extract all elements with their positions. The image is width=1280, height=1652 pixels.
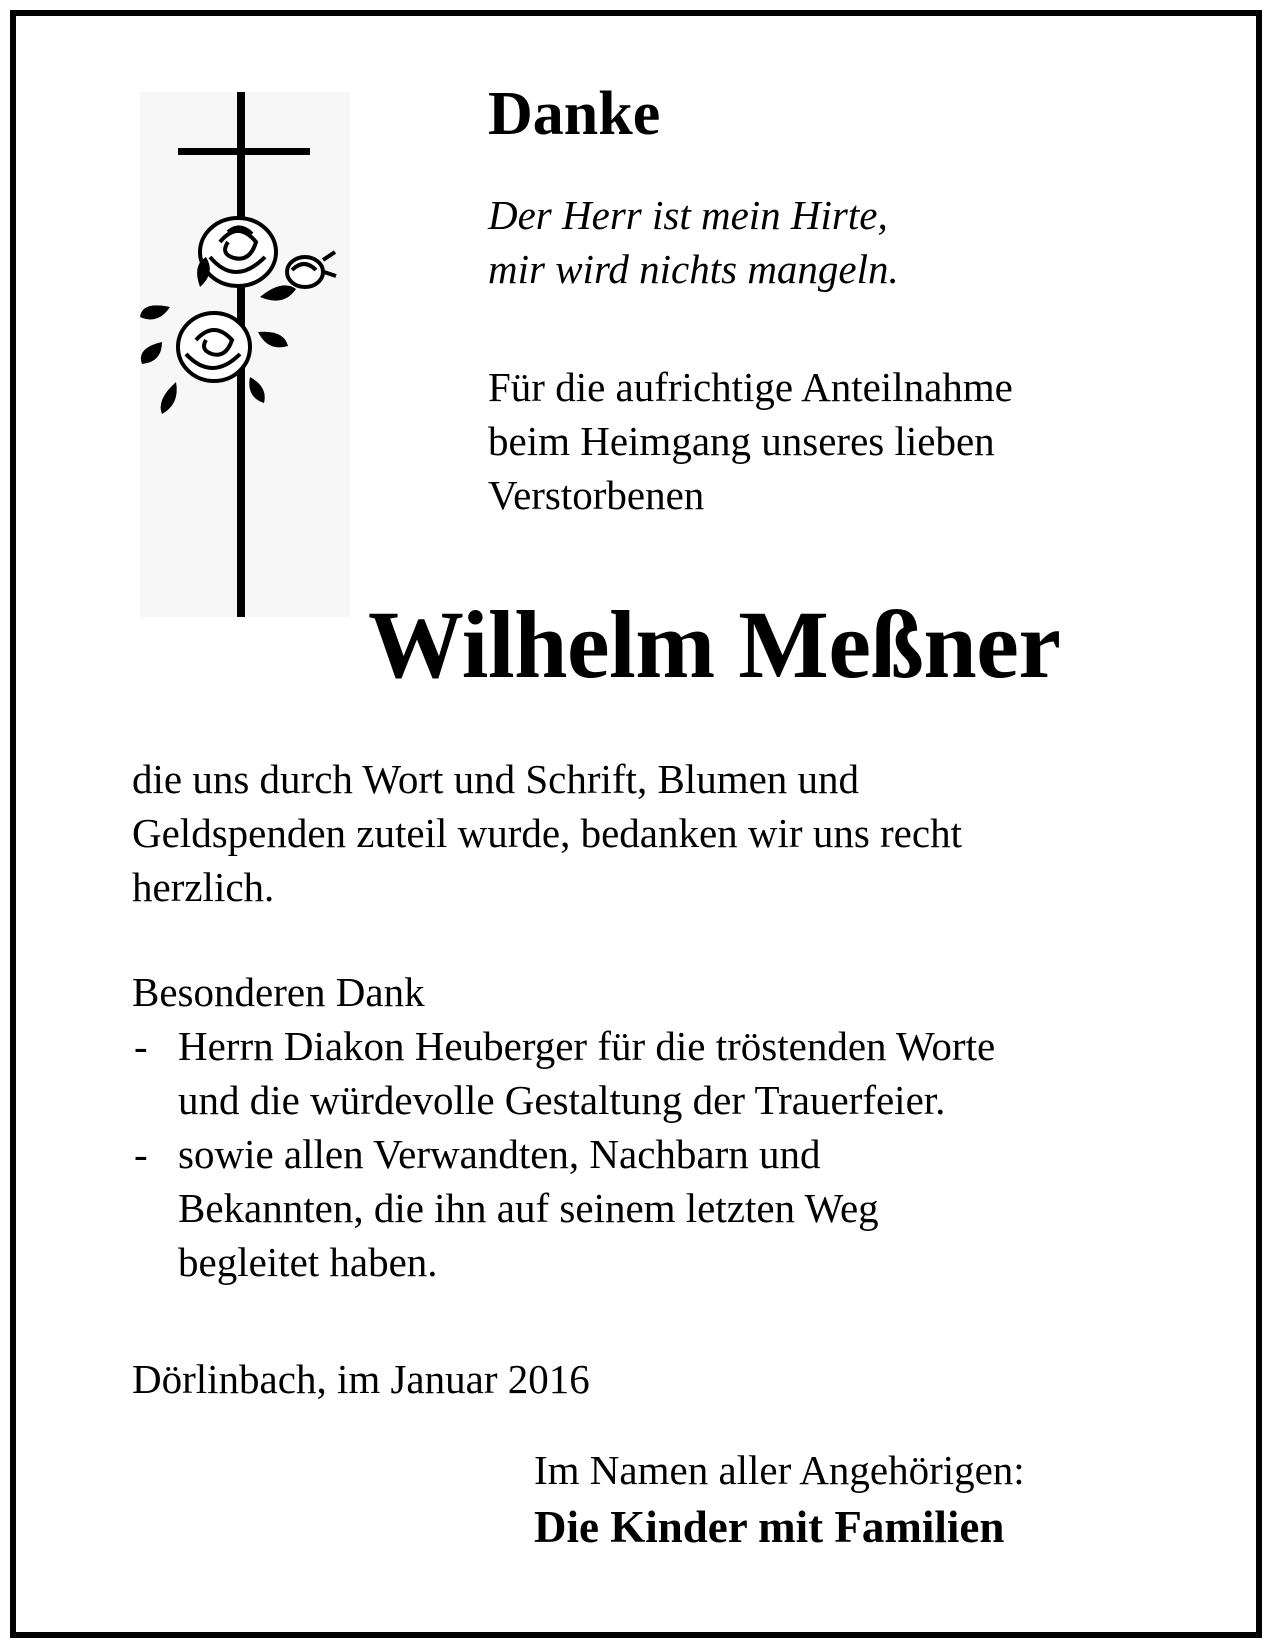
intro-line: Verstorbenen bbox=[488, 472, 705, 518]
intro-line: Für die aufrichtige Anteilnahme bbox=[488, 364, 1013, 410]
list-item-line: Herrn Diakon Heuberger für die tröstenden Worte bbox=[178, 1023, 996, 1069]
deceased-name: Wilhelm Meßner bbox=[368, 591, 1061, 698]
list-item bbox=[132, 1127, 995, 1289]
list-item-line: begleitet haben. bbox=[178, 1239, 438, 1285]
body-line: die uns durch Wort und Schrift, Blumen und bbox=[132, 756, 860, 802]
place-date: Dörlinbach, im Januar 2016 bbox=[132, 1356, 590, 1402]
verse-line: mir wird nichts mangeln. bbox=[488, 246, 899, 292]
body-line: herzlich. bbox=[132, 864, 275, 910]
list-item-line: Bekannten, die ihn auf seinem letzten Weg bbox=[178, 1185, 879, 1231]
family-signature: Die Kinder mit Familien bbox=[534, 1502, 1005, 1552]
intro-text bbox=[488, 360, 1013, 522]
body-line: Geldspenden zuteil wurde, bedanken wir uns recht bbox=[132, 810, 962, 856]
intro-line: beim Heimgang unseres lieben bbox=[488, 418, 995, 464]
bible-verse bbox=[488, 188, 899, 296]
list-dash: - bbox=[134, 1131, 148, 1177]
special-thanks-title: Besonderen Dank bbox=[132, 969, 425, 1015]
thanks-body bbox=[132, 752, 962, 914]
notice-heading: Danke bbox=[488, 80, 661, 148]
list-dash: - bbox=[134, 1023, 148, 1069]
list-item-line: und die würdevolle Gestaltung der Trauerfeier. bbox=[178, 1077, 946, 1123]
cross-with-roses-icon bbox=[140, 92, 350, 617]
signoff-text: Im Namen aller Angehörigen: bbox=[534, 1447, 1025, 1493]
special-thanks-list bbox=[132, 1019, 995, 1289]
verse-line: Der Herr ist mein Hirte, bbox=[488, 192, 888, 238]
list-item bbox=[132, 1019, 995, 1127]
list-item-line: sowie allen Verwandten, Nachbarn und bbox=[178, 1131, 821, 1177]
